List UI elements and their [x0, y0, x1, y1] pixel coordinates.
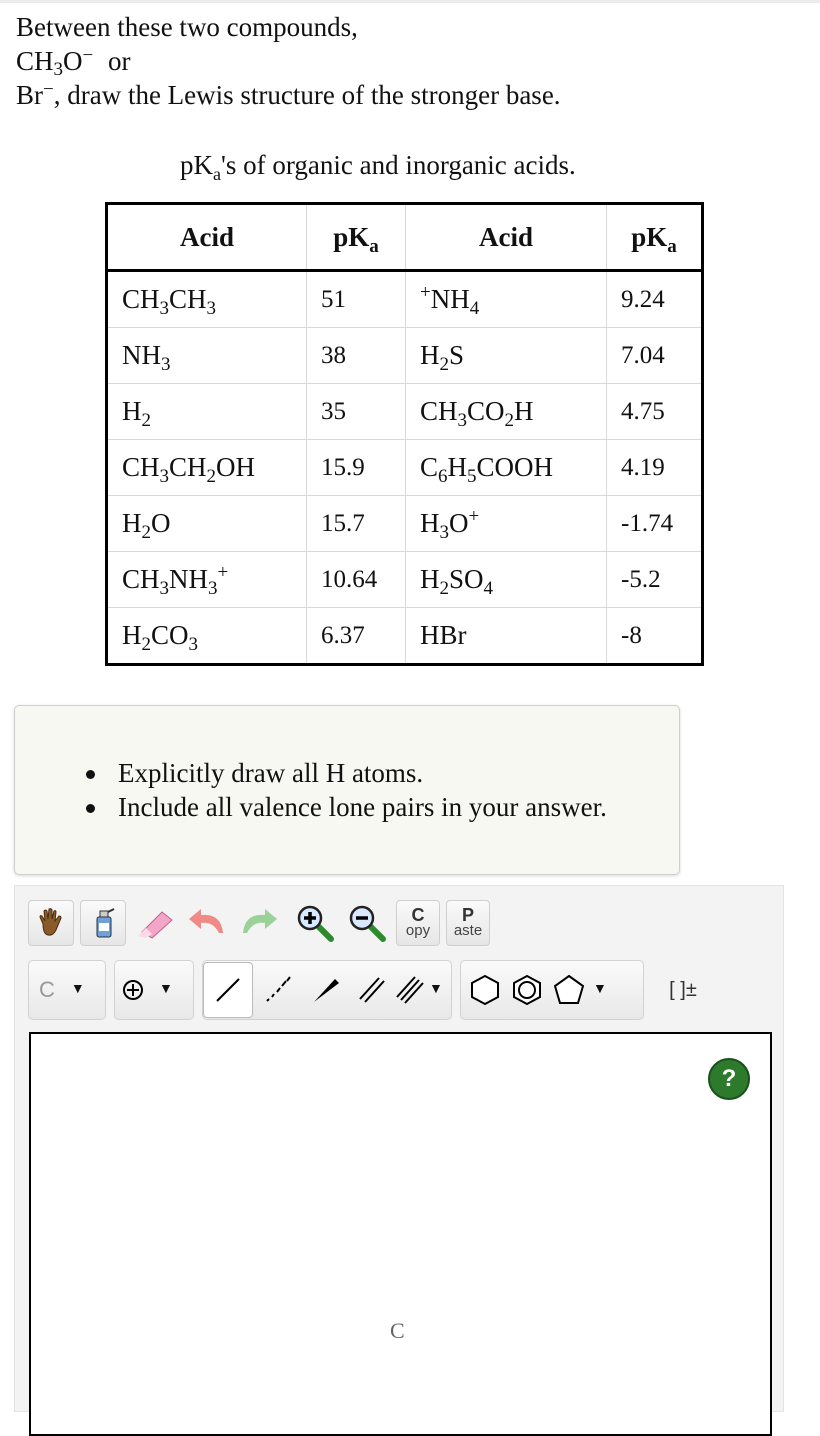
acid-cell: $CH_3NH_3^+$: [107, 552, 307, 608]
pka-cell: 35: [307, 384, 406, 440]
pka-table: [105, 202, 704, 666]
compound-methoxide: $CH_3O^-$ or: [16, 45, 131, 80]
pka-cell: 4.19: [607, 440, 703, 496]
zoom-out-button[interactable]: [344, 900, 390, 946]
acid-cell: $NH_3$: [107, 328, 307, 384]
pka-cell: 51: [307, 271, 406, 328]
question-line1: Between these two compounds,: [16, 12, 358, 42]
header-acid-2: Acid: [406, 204, 607, 271]
copy-button[interactable]: C opy: [396, 900, 440, 946]
acid-cell: $^+NH_4$: [406, 271, 607, 328]
table-row: [107, 608, 703, 665]
double-bond-button[interactable]: [349, 975, 395, 1005]
eraser-button[interactable]: [132, 900, 178, 946]
instructions-list: [80, 756, 607, 824]
undo-icon: [185, 905, 229, 941]
cyclopentane-icon[interactable]: [551, 972, 587, 1008]
hand-icon: [34, 906, 68, 940]
hashed-bond-button[interactable]: [253, 975, 303, 1005]
pka-cell: 15.9: [307, 440, 406, 496]
table-caption: $pK_a's$ of organic and inorganic acids.: [180, 150, 576, 184]
pka-cell: 4.75: [607, 384, 703, 440]
zoom-in-button[interactable]: [292, 900, 338, 946]
header-acid: Acid: [107, 204, 307, 271]
acid-cell: $H_3O^+$: [406, 496, 607, 552]
pka-cell: 7.04: [607, 328, 703, 384]
editor-toolbar-top: [14, 893, 496, 953]
zoom-out-icon: [347, 903, 387, 943]
chevron-down-icon: ▼: [593, 982, 607, 997]
wedge-bond-icon: [311, 975, 341, 1005]
double-bond-icon: [357, 975, 387, 1005]
ring-tools: [460, 960, 644, 1020]
table-row: [107, 552, 703, 608]
drawing-canvas[interactable]: [29, 1032, 772, 1436]
acid-cell: $CH_3CH_3$: [107, 271, 307, 328]
chevron-down-icon: ▼: [70, 982, 85, 997]
undo-button[interactable]: [184, 900, 230, 946]
table-row: [107, 328, 703, 384]
instruction-item: Include all valence lone pairs in your answer.: [80, 790, 607, 824]
bracket-charge-button[interactable]: [652, 967, 714, 1013]
bullet-icon: [86, 804, 95, 813]
chevron-down-icon: ▼: [429, 982, 443, 997]
editor-toolbar-bottom: [14, 960, 720, 1020]
bullet-icon: [86, 770, 95, 779]
instructions-panel: [14, 705, 680, 875]
acid-cell: $H_2$: [107, 384, 307, 440]
pka-cell: -5.2: [607, 552, 703, 608]
header-pka: $pK_a$: [307, 204, 406, 271]
single-bond-button[interactable]: [203, 962, 253, 1018]
table-row: [107, 271, 703, 328]
redo-icon: [237, 905, 281, 941]
instruction-item: Explicitly draw all H atoms.: [80, 756, 607, 790]
acid-cell: $H_2SO_4$: [406, 552, 607, 608]
clear-button[interactable]: [80, 900, 126, 946]
bond-tools: [202, 960, 452, 1020]
table-header-row: [107, 204, 703, 271]
pka-cell: 38: [307, 328, 406, 384]
paste-button[interactable]: P aste: [446, 900, 490, 946]
benzene-icon[interactable]: [509, 972, 545, 1008]
charge-selector[interactable]: [114, 960, 194, 1020]
eraser-icon: [134, 906, 176, 940]
hand-tool-button[interactable]: [28, 900, 74, 946]
canvas-atom-label[interactable]: C: [390, 1318, 405, 1343]
charge-plus-icon: [121, 978, 145, 1002]
acid-cell: $CH_3CO_2H$: [406, 384, 607, 440]
pka-cell: -1.74: [607, 496, 703, 552]
wedge-bond-button[interactable]: [303, 975, 349, 1005]
table-row: [107, 496, 703, 552]
triple-bond-button[interactable]: [395, 975, 451, 1005]
bracket-charge-label: [ ]±: [669, 978, 697, 1001]
compound-bromide: Br−, draw the Lewis structure of the stronger base.: [16, 79, 561, 110]
help-icon[interactable]: ?: [708, 1058, 750, 1100]
table-row: [107, 384, 703, 440]
pka-cell: 9.24: [607, 271, 703, 328]
acid-cell: $H_2S$: [406, 328, 607, 384]
acid-cell: $CH_3CH_2OH$: [107, 440, 307, 496]
zoom-in-icon: [295, 903, 335, 943]
pka-cell: -8: [607, 608, 703, 665]
acid-cell: $H_2O$: [107, 496, 307, 552]
acid-cell: HBr: [406, 608, 607, 665]
header-pka-2: $pK_a$: [607, 204, 703, 271]
acid-cell: $H_2CO_3$: [107, 608, 307, 665]
question-text: [16, 10, 561, 112]
atom-selector[interactable]: [28, 960, 106, 1020]
pka-cell: 6.37: [307, 608, 406, 665]
redo-button[interactable]: [236, 900, 282, 946]
cyclohexane-icon[interactable]: [467, 972, 503, 1008]
pka-cell: 15.7: [307, 496, 406, 552]
hashed-bond-icon: [263, 975, 293, 1005]
single-bond-icon: [213, 975, 243, 1005]
acid-cell: $C_6H_5COOH$: [406, 440, 607, 496]
top-divider: [0, 0, 820, 3]
atom-label: C: [39, 977, 55, 1002]
pka-cell: 10.64: [307, 552, 406, 608]
table-row: [107, 440, 703, 496]
clear-icon: [88, 905, 118, 941]
chevron-down-icon: ▼: [159, 982, 173, 997]
triple-bond-icon: [395, 975, 427, 1005]
